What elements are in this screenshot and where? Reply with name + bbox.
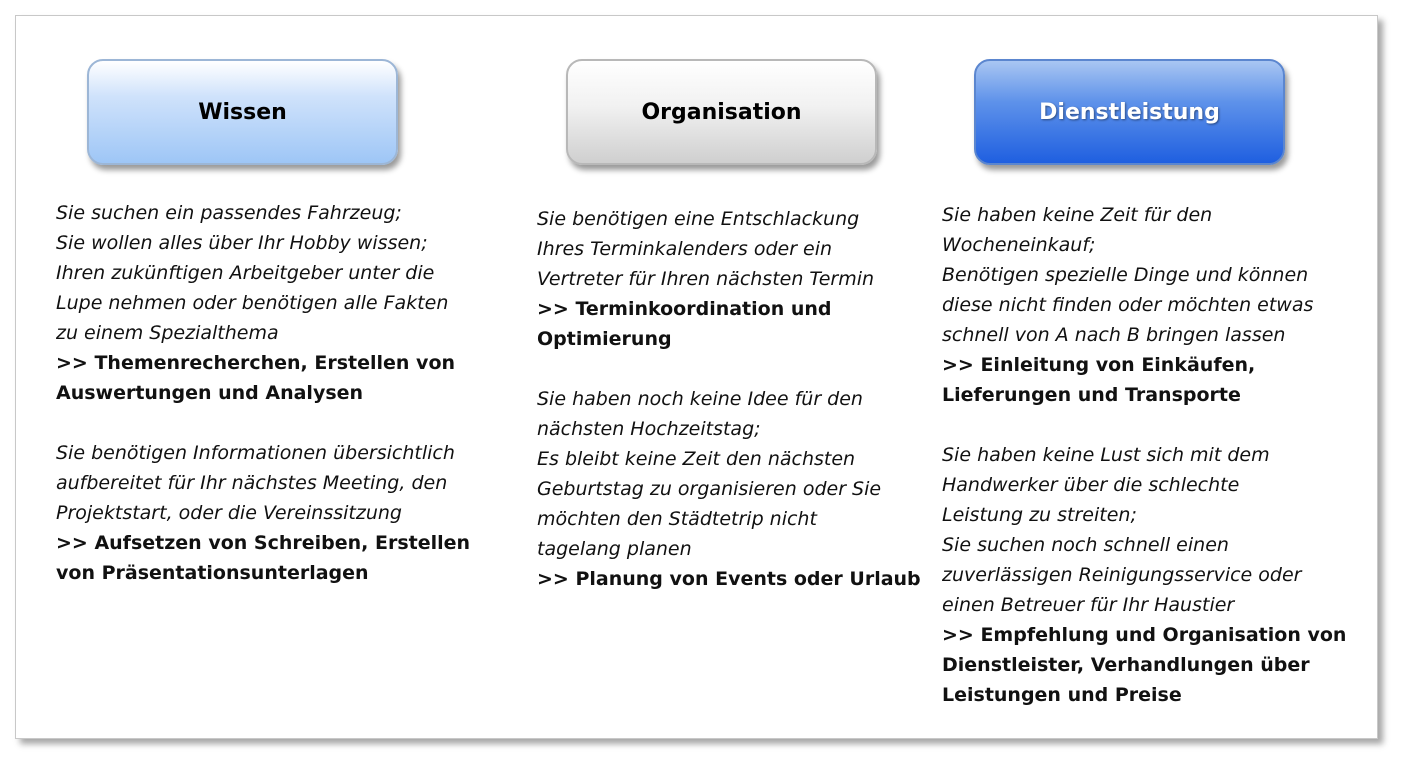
text-line: Benötigen spezielle Dinge und können <box>942 264 1309 286</box>
text-line: Handwerker über die schlechte <box>942 474 1240 496</box>
text-line: Sie benötigen Informationen übersichtlich <box>56 442 455 464</box>
text-line: Sie suchen noch schnell einen <box>942 534 1229 556</box>
organisation-block-2-intro <box>537 384 927 564</box>
text-line: Sie wollen alles über Ihr Hobby wissen; <box>56 232 428 254</box>
text-line: aufbereitet für Ihr nächstes Meeting, den <box>56 472 448 494</box>
wissen-header-button[interactable] <box>87 59 398 165</box>
text-line: Dienstleister, Verhandlungen über <box>942 654 1310 676</box>
text-line: einen Betreuer für Ihr Haustier <box>942 594 1235 616</box>
text-line: Leistung zu streiten; <box>942 504 1137 526</box>
text-line: Ihren zukünftigen Arbeitgeber unter die <box>56 262 435 284</box>
wissen-block-1-result <box>56 348 496 408</box>
text-line: >> Terminkoordination und <box>537 298 832 320</box>
text-line: zu einem Spezialthema <box>56 322 279 344</box>
organisation-block-2-result <box>537 564 927 594</box>
text-line: Sie haben keine Lust sich mit dem <box>942 444 1270 466</box>
text-line: Lupe nehmen oder benötigen alle Fakten <box>56 292 449 314</box>
dienstleistung-title: Dienstleistung <box>1039 99 1220 125</box>
dienstleistung-block-2 <box>942 440 1362 710</box>
wissen-column <box>56 198 496 618</box>
text-line: Projektstart, oder die Vereinssitzung <box>56 502 402 524</box>
organisation-block-1-result <box>537 294 927 354</box>
text-line: >> Themenrecherchen, Erstellen von <box>56 352 456 374</box>
dienstleistung-block-1-intro <box>942 200 1362 350</box>
text-line: Lieferungen und Transporte <box>942 384 1241 406</box>
text-line: von Präsentationsunterlagen <box>56 562 369 584</box>
wissen-block-2-intro <box>56 438 496 528</box>
dienstleistung-column <box>942 200 1362 740</box>
text-line: Ihres Terminkalenders oder ein <box>537 238 833 260</box>
organisation-header-button[interactable] <box>566 59 877 165</box>
text-line: Es bleibt keine Zeit den nächsten <box>537 448 856 470</box>
organisation-block-1 <box>537 204 927 354</box>
organisation-block-1-intro <box>537 204 927 294</box>
dienstleistung-header-button[interactable] <box>974 59 1285 165</box>
organisation-title: Organisation <box>641 99 802 125</box>
text-line: möchten den Städtetrip nicht <box>537 508 817 530</box>
dienstleistung-block-1-result <box>942 350 1362 410</box>
dienstleistung-block-2-result <box>942 620 1362 710</box>
text-line: Geburtstag zu organisieren oder Sie <box>537 478 882 500</box>
text-line: Sie haben keine Zeit für den <box>942 204 1213 226</box>
text-line: Auswertungen und Analysen <box>56 382 364 404</box>
text-line: >> Planung von Events oder Urlaub <box>537 568 921 590</box>
dienstleistung-block-1 <box>942 200 1362 410</box>
text-line: Vertreter für Ihren nächsten Termin <box>537 268 875 290</box>
text-line: zuverlässigen Reinigungsservice oder <box>942 564 1302 586</box>
wissen-block-1 <box>56 198 496 408</box>
dienstleistung-block-2-intro <box>942 440 1362 620</box>
text-line: nächsten Hochzeitstag; <box>537 418 761 440</box>
wissen-title: Wissen <box>198 99 287 125</box>
text-line: Sie benötigen eine Entschlackung <box>537 208 860 230</box>
text-line: Leistungen und Preise <box>942 684 1182 706</box>
wissen-block-2-result <box>56 528 496 588</box>
text-line: Sie suchen ein passendes Fahrzeug; <box>56 202 402 224</box>
text-line: Sie haben noch keine Idee für den <box>537 388 863 410</box>
wissen-block-1-intro <box>56 198 496 348</box>
text-line: schnell von A nach B bringen lassen <box>942 324 1286 346</box>
text-line: >> Einleitung von Einkäufen, <box>942 354 1256 376</box>
text-line: >> Empfehlung und Organisation von <box>942 624 1347 646</box>
text-line: Wocheneinkauf; <box>942 234 1096 256</box>
text-line: >> Aufsetzen von Schreiben, Erstellen <box>56 532 471 554</box>
text-line: diese nicht finden oder möchten etwas <box>942 294 1314 316</box>
text-line: Optimierung <box>537 328 672 350</box>
organisation-column <box>537 204 927 624</box>
services-panel <box>15 15 1378 739</box>
wissen-block-2 <box>56 438 496 588</box>
organisation-block-2 <box>537 384 927 594</box>
text-line: tagelang planen <box>537 538 692 560</box>
